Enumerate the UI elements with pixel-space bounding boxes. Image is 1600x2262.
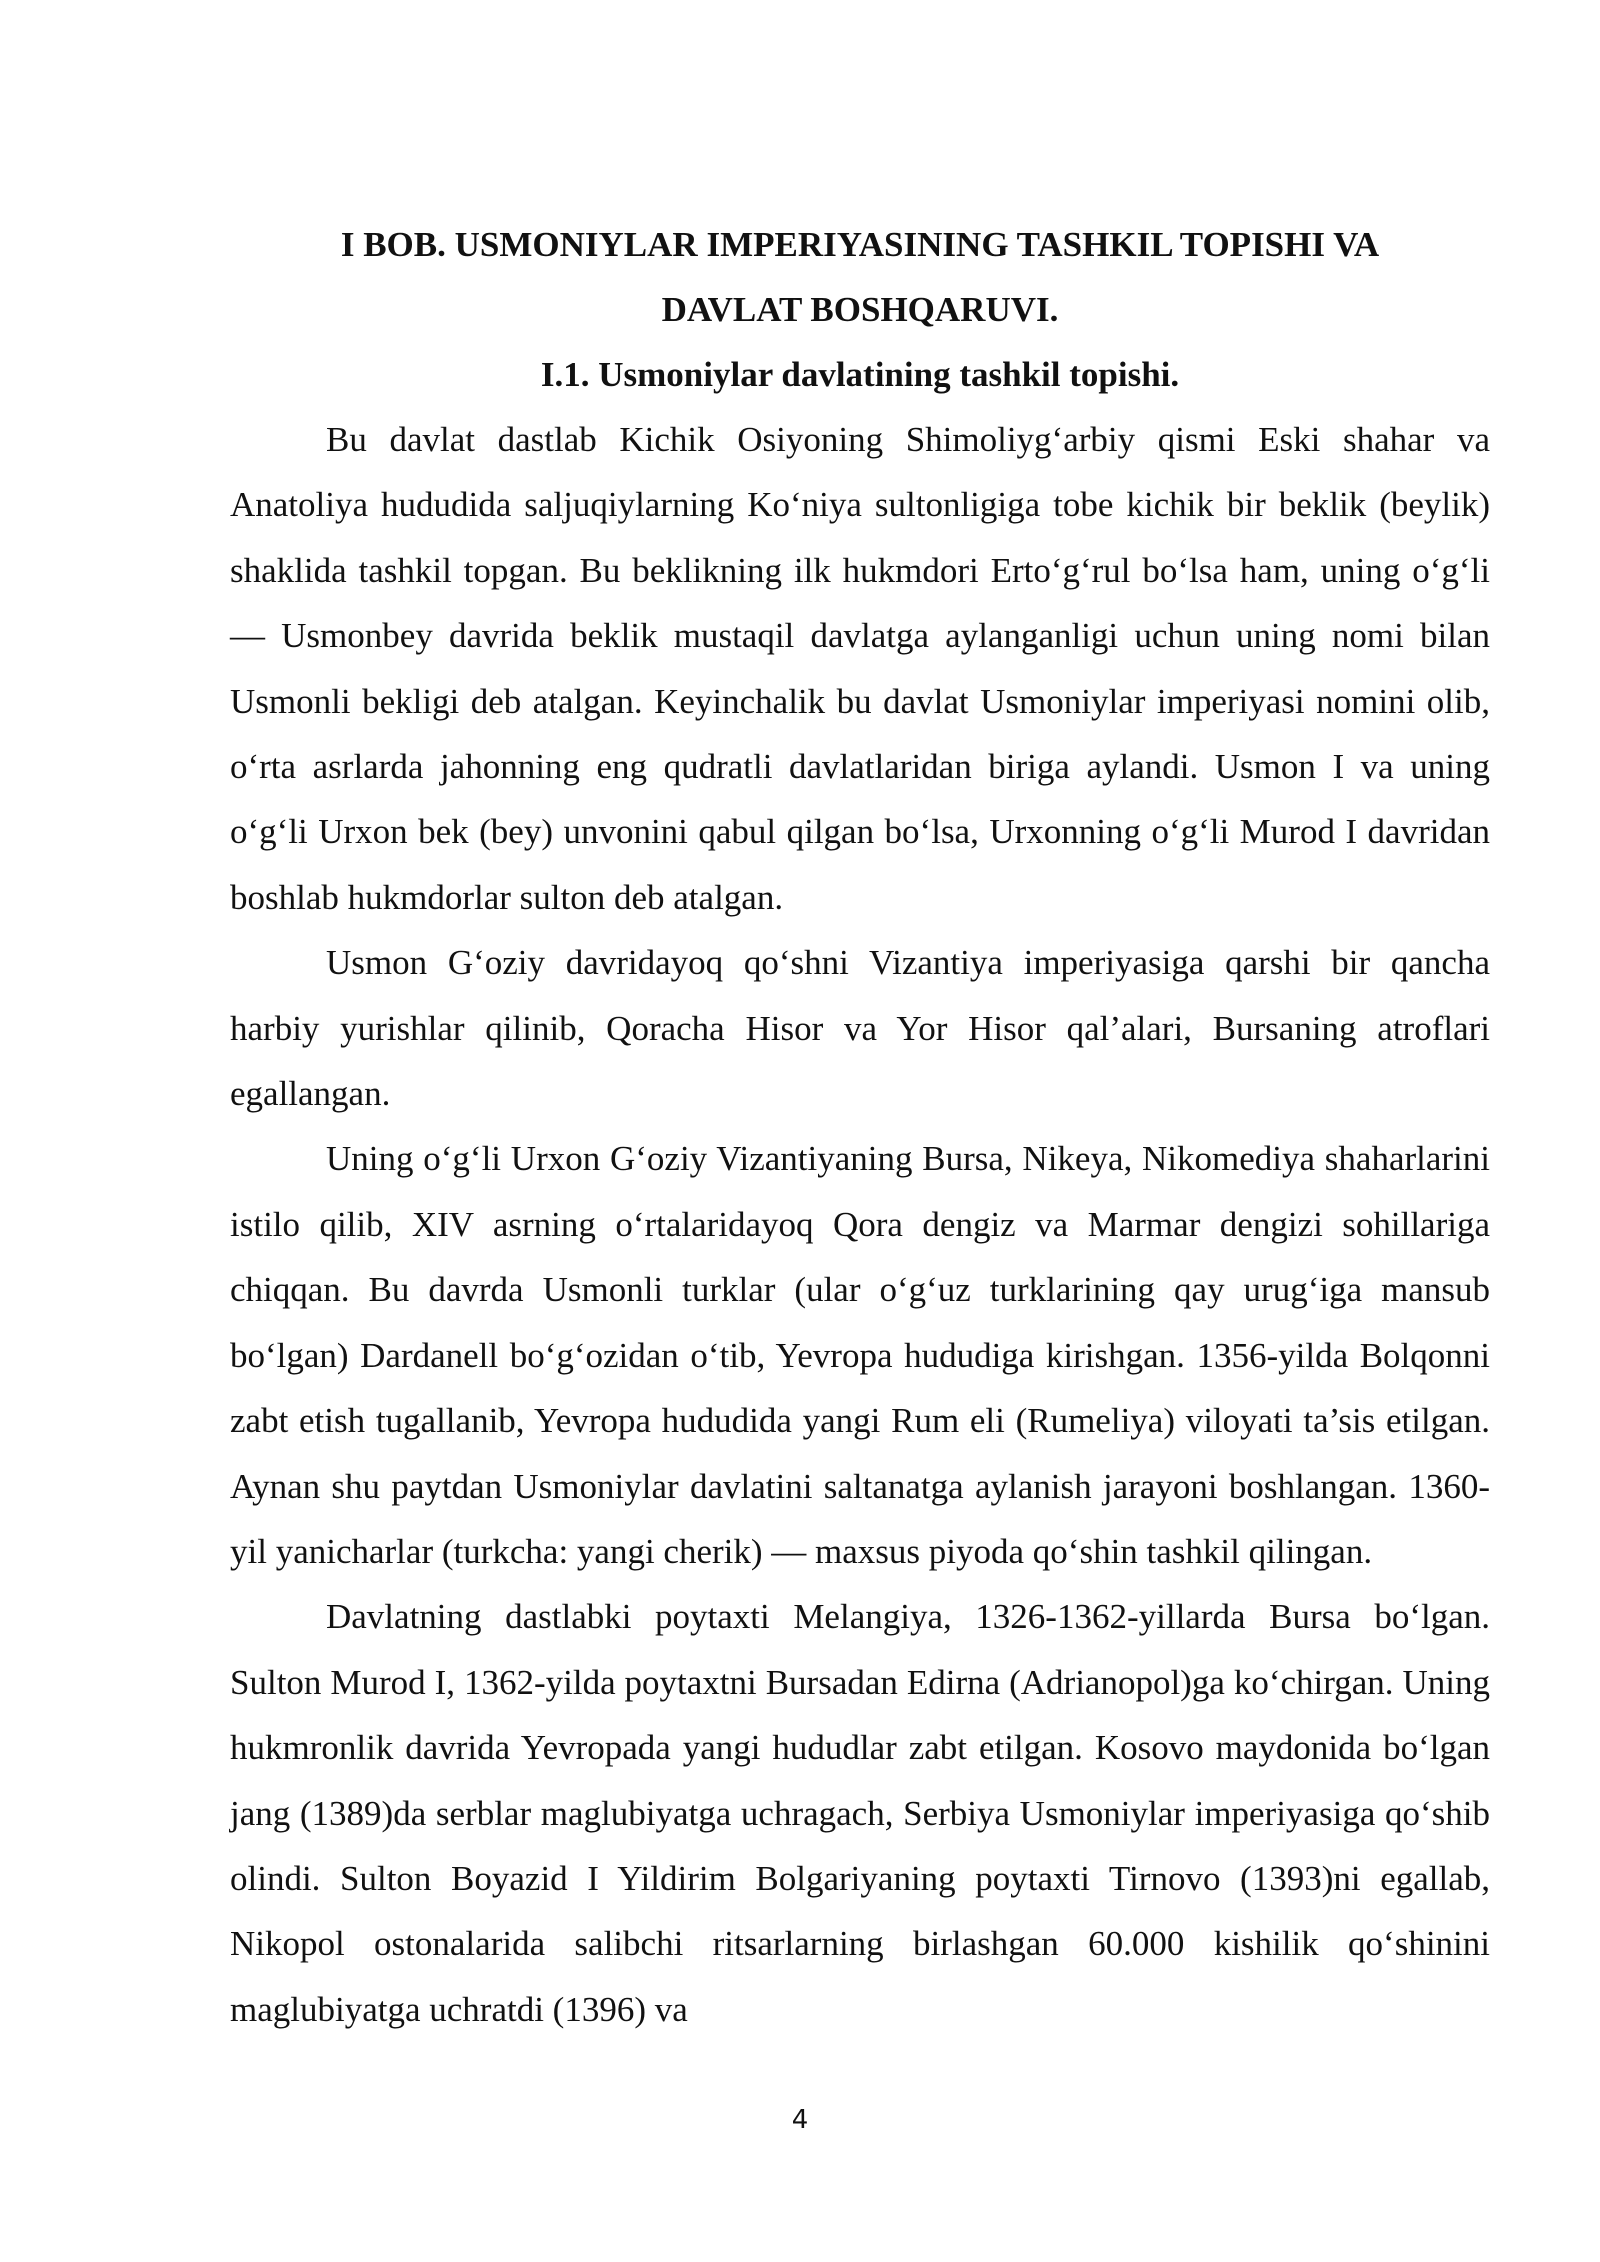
body-paragraph-3: Uning o‘g‘li Urxon G‘oziy Vizantiyaning Bursa, Nikeya, Nikomediya shaharlarini istilo qilib, XIV asrning o‘rtalaridayoq Qora dengiz va Marmar dengizi sohillariga chiqqan. Bu davrda Usmonli turklar (ular o‘g‘uz turklarining qay urug‘iga mansub bo‘lgan) Dardanell bo‘g‘ozidan o‘tib, Yevropa hududiga kirishgan. 1356-yilda Bolqonni zabt etish tugallanib, Yevropa hududida yangi Rum eli (Rumeliya) viloyati ta’sis etilgan. Aynan shu paytdan Usmoniylar davlatini saltanatga aylanish jarayoni boshlangan. 1360-yil yanicharlar (turkcha: yangi cherik) — maxsus piyoda qo‘shin tashkil qilingan. — [230, 1139, 1490, 1571]
body-paragraph-1: Bu davlat dastlab Kichik Osiyoning Shimoliyg‘arbiy qismi Eski shahar va Anatoliya hududida saljuqiylarning Ko‘niya sultonligiga tobe kichik bir beklik (beylik) shaklida tashkil topgan. Bu beklikning ilk hukmdori Erto‘g‘rul bo‘lsa ham, uning o‘g‘li — Usmonbey davrida beklik mustaqil davlatga aylanganligi uchun uning nomi bilan Usmonli bekligi deb atalgan. Keyinchalik bu davlat Usmoniylar imperiyasi nomini olib, o‘rta asrlarda jahonning eng qudratli davlatlaridan biriga aylandi. Usmon I va uning o‘g‘li Urxon bek (bey) unvonini qabul qilgan bo‘lsa, Urxonning o‘g‘li Murod I davridan boshlab hukmdorlar sulton deb atalgan. — [230, 420, 1490, 917]
document-page — [230, 212, 1490, 2042]
body-paragraph-4: Davlatning dastlabki poytaxti Melangiya, 1326-1362-yillarda Bursa bo‘lgan. Sulton Murod I, 1362-yilda poytaxtni Bursadan Edirna (Adrianopol)ga ko‘chirgan. Uning hukmronlik davrida Yevropada yangi hududlar zabt etilgan. Kosovo maydonida bo‘lgan jang (1389)da serblar maglubiyatga uchragach, Serbiya Usmoniylar imperiyasiga qo‘shib olindi. Sulton Boyazid I Yildirim Bolgariyaning poytaxti Tirnovo (1393)ni egallab, Nikopol ostonalarida salibchi ritsarlarning birlashgan 60.000 kishilik qo‘shinini maglubiyatga uchratdi (1396) va — [230, 1597, 1490, 2029]
chapter-title-line-1: I BOB. USMONIYLAR IMPERIYASINING TASHKIL TOPISHI VA — [340, 225, 1380, 264]
body-paragraph-2: Usmon G‘oziy davridayoq qo‘shni Vizantiya imperiyasiga qarshi bir qancha harbiy yurishlar qilinib, Qoracha Hisor va Yor Hisor qal’alari, Bursaning atroflari egallangan. — [230, 943, 1490, 1114]
page-number: 4 — [791, 2105, 809, 2135]
chapter-title — [230, 212, 1490, 342]
section-title: I.1. Usmoniylar davlatining tashkil topishi. — [540, 355, 1180, 394]
chapter-title-line-2: DAVLAT BOSHQARUVI. — [661, 290, 1059, 329]
